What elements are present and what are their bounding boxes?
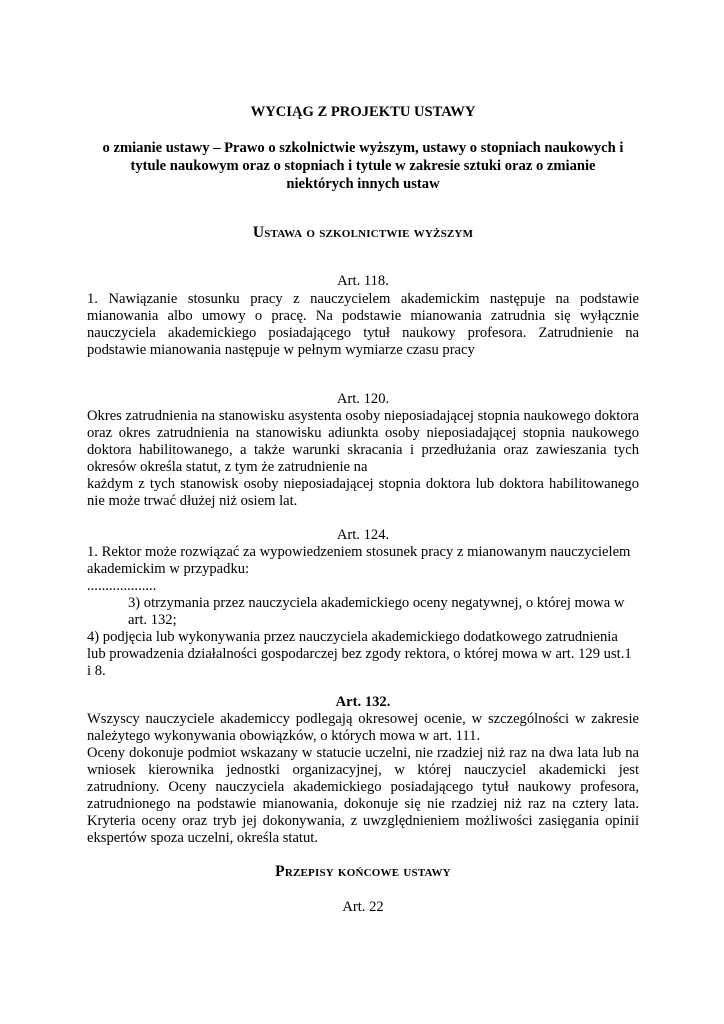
art-118-heading: Art. 118. — [337, 273, 389, 289]
art-124-dots: ................... — [87, 578, 157, 594]
art-132-para-2: Oceny dokonuje podmiot wskazany w statucie uczelni, nie rzadziej niż raz na dwa lata lub na wniosek kierownika jednostki organizacyjnej, w której nauczyciel akademicki jest zatrudniony. Oceny nauczyciela akademickiego posiadającego tytuł naukowy profesora, zatrudnionego na podstawie mianowania, dokonuje się nie rzadziej niż raz na cztery lata. Kryteria oceny oraz tryb jej dokonywania, z uwzględnieniem możliwości zasięgania opinii ekspertów spoza uczelni, określa statut. — [87, 745, 639, 846]
art-124-heading: Art. 124. — [336, 527, 390, 543]
art-120-heading: Art. 120. — [336, 391, 390, 407]
document-title: WYCIĄG Z PROJEKTU USTAWY — [250, 104, 476, 120]
art-124-para-1: 1. Rektor może rozwiązać za wypowiedzeniem stosunek pracy z mianowanym nauczycielem akademickim w przypadku: — [87, 544, 631, 577]
subtitle-line: tytule naukowym oraz o stopniach i tytule w zakresie sztuki oraz o zmianie — [130, 158, 596, 174]
art-132-heading: Art. 132. — [335, 694, 391, 710]
art-118-text: 1. Nawiązanie stosunku pracy z nauczycielem akademickim następuje na podstawie mianowania albo umowy o pracę. Na podstawie mianowania zatrudnia się wyłącznie nauczyciela akademickiego posiadającego tytuł naukowy profesora. Zatrudnienie na podstawie mianowania następuje w pełnym wymiarze czasu pracy — [87, 291, 639, 358]
art-124-item-3: 3) otrzymania przez nauczyciela akademickiego oceny negatywnej, o której mowa w art. 132; — [128, 595, 625, 628]
art-120-text-a: Okres zatrudnienia na stanowisku asystenta osoby nieposiadającej stopnia naukowego doktora oraz okres zatrudnienia na stanowisku adiunkta osoby nieposiadającej stopnia naukowego doktora habilitowanego, a także warunki skracania i przedłużania oraz zawieszania tych okresów określa statut, z tym że zatrudnienie na — [87, 408, 639, 475]
art-132-para-1: Wszyscy nauczyciele akademiccy podlegają okresowej ocenie, w szczególności w zakresie należytego wykonywania obowiązków, o których mowa w art. 111. — [87, 711, 639, 744]
section-heading-ustawa: Ustawa o szkolnictwie wyższym — [252, 224, 474, 241]
art-120-text-b: każdym z tych stanowisk osoby nieposiadającej stopnia doktora lub doktora habilitowanego nie może trwać dłużej niż osiem lat. — [87, 476, 639, 509]
section-heading-przepisy: Przepisy końcowe ustawy — [275, 863, 451, 880]
subtitle-line: niektórych innych ustaw — [286, 176, 440, 192]
subtitle-line: o zmianie ustawy – Prawo o szkolnictwie wyższym, ustawy o stopniach naukowych i — [102, 140, 624, 156]
art-22-heading: Art. 22 — [342, 899, 384, 915]
art-124-item-4: 4) podjęcia lub wykonywania przez nauczyciela akademickiego dodatkowego zatrudnienia lub prowadzenia działalności gospodarczej bez zgody rektora, o której mowa w art. 129 ust.1 i 8. — [87, 629, 632, 679]
document-subtitle — [87, 139, 639, 193]
